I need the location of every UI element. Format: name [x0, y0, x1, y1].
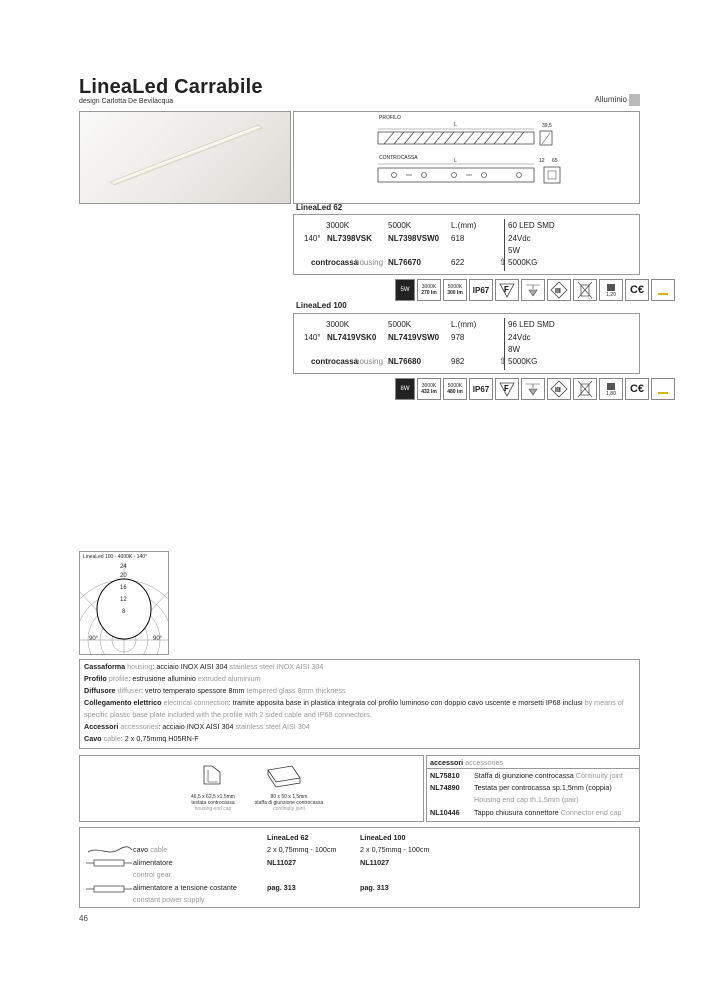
profilo-length-label: L	[454, 122, 457, 128]
control-gear-label: alimentatore	[133, 858, 173, 867]
svg-text:III: III	[555, 288, 561, 295]
controcassa-dimension-b: 65	[552, 158, 558, 164]
material-label: Alluminio	[594, 95, 627, 104]
spec-label: Collegamento elettrico	[84, 698, 162, 707]
cable-value-62: 2 x 0,75mmq - 100cm	[267, 845, 337, 854]
accessory-item	[474, 771, 623, 780]
control-gear-icon	[86, 858, 132, 868]
cable-label-en: cable	[150, 845, 168, 854]
svg-text:F: F	[504, 285, 509, 294]
class-three-icon	[547, 378, 571, 400]
watt-icon: 8W	[395, 378, 415, 400]
load-arrow-icon: ⇧	[499, 257, 507, 267]
joint-caption	[248, 794, 330, 812]
accessories-title-it: accessori	[430, 758, 464, 767]
spec-line-connection: Collegamento elettrico electrical connection: tramite apposita base in plastica integrata col profilo luminoso con doppio cavo uscente e morsetti IP68 inclusi by means of	[84, 698, 624, 707]
spec-label: Diffusore	[84, 686, 116, 695]
code-3000k: NL7419VSK0	[327, 333, 377, 342]
ip-rating-icon: IP67	[469, 378, 493, 400]
housing-label-en: housing	[355, 258, 384, 267]
code-3000k: NL7398VSK	[327, 234, 372, 243]
power-supply-ref-100: pag. 313	[360, 883, 389, 892]
spec-led-count: 96 LED SMD	[508, 320, 555, 329]
length-value: 618	[451, 234, 465, 243]
lumen-5000k-bottom: 300 lm	[447, 290, 463, 296]
lumen-3000k-top: 3000K	[421, 383, 437, 389]
col-header-length: L.(mm)	[451, 221, 477, 230]
photometric-diagram	[79, 551, 169, 655]
spec-power: 5W	[508, 246, 520, 255]
housing-code: NL76680	[388, 357, 421, 366]
spec-table-62	[293, 214, 640, 275]
angle-label-left: 90°	[89, 636, 99, 642]
accessory-name-en: Connector end cap	[560, 808, 622, 817]
housing-label-en: housing	[355, 357, 384, 366]
spec-line-diffuser: Diffusore diffuser: vetro temperato spessore 8mm tempered glass 8mm thickness	[84, 686, 346, 695]
control-gear-code-100: NL11027	[360, 858, 390, 867]
profile-drawing	[294, 112, 639, 203]
svg-text:III: III	[555, 387, 561, 394]
cable-label	[133, 845, 167, 854]
spec-value: 2 x 0,75mmq H05RN-F	[124, 734, 199, 743]
technical-drawing	[293, 111, 640, 204]
end-cap-drawing	[198, 762, 228, 790]
joint-dims: 80 x 50 x 1,5mm	[270, 794, 308, 800]
ce-mark-icon: C€	[625, 378, 649, 400]
joint-name-en: continuity joint	[273, 806, 305, 812]
power-supply-label-en: constant power supply	[133, 895, 205, 904]
spec-value: vetro temperato spessore 8mm	[145, 686, 245, 695]
spec-value-en: stainless steel AISI 304	[235, 722, 310, 731]
lumen-3000k-bottom: 270 lm	[421, 290, 437, 296]
icon-row-62	[395, 279, 677, 301]
product-photo	[79, 111, 291, 204]
power-supply-label: alimentatore a tensione costante	[133, 883, 237, 892]
accessories-title	[430, 758, 503, 767]
spec-led-count: 60 LED SMD	[508, 221, 555, 230]
accessory-name-en: Housing end cap th.1,5mm (pair)	[474, 795, 579, 804]
icon-row-100	[395, 378, 677, 400]
spec-label: Cassaforma	[84, 662, 126, 671]
designer-credit: design Carlotta De Bevilacqua	[79, 98, 174, 105]
spec-label-en: housing	[127, 662, 153, 671]
spec-line-housing: Cassaforma housing: acciaio INOX AISI 304 stainless steel INOX AISI 304	[84, 662, 324, 671]
angle-label-right: 90°	[153, 636, 163, 642]
ring-label: 12	[120, 597, 127, 603]
ring-label: 8	[122, 609, 126, 615]
spec-voltage: 24Vdc	[508, 234, 531, 243]
end-cap-name-en: housing end cap	[194, 806, 232, 812]
spec-table-100	[293, 313, 640, 374]
spec-value-en: specific plastic base plate included with the profile with 2 sided cable and IP68 connectors.	[84, 710, 372, 719]
spec-line-connection-cont	[84, 710, 372, 719]
ip-rating-icon: IP67	[469, 279, 493, 301]
load-arrow-icon: ⇧	[499, 356, 507, 366]
material-swatch	[629, 94, 640, 106]
control-gear-code-62: NL11027	[267, 858, 297, 867]
spec-value-en: tempered glass 8mm thickness	[246, 686, 346, 695]
f-mark-icon	[495, 279, 519, 301]
ring-label: 16	[120, 585, 127, 591]
lumen-5000k-top: 5000K	[447, 383, 463, 389]
spec-label: Profilo	[84, 674, 107, 683]
end-cap-caption	[172, 794, 254, 812]
section-title-62: LineaLed 62	[296, 203, 343, 212]
spec-value: acciaio INOX AISI 304	[162, 722, 234, 731]
housing-length: 622	[451, 258, 465, 267]
profilo-dimension: 39,5	[542, 123, 552, 129]
spec-value: acciaio INOX AISI 304	[156, 662, 228, 671]
lumen-3000k-bottom: 432 lm	[421, 389, 437, 395]
end-cap-dims: 46,5 x 62,5 x1,5mm	[191, 794, 235, 800]
led-source-icon	[651, 279, 675, 301]
cable-icon	[86, 844, 134, 856]
lumen-3000k-icon	[417, 279, 441, 301]
lumen-5000k-icon	[443, 378, 467, 400]
spec-value-en: extruded aluminium	[197, 674, 261, 683]
class-three-icon	[547, 279, 571, 301]
code-5000k: NL7419VSW0	[388, 333, 440, 342]
ring-label: 20	[120, 573, 127, 579]
weight-icon	[599, 279, 623, 301]
page-number: 46	[79, 914, 88, 923]
joint-name: staffa di giunzione controcassa	[254, 800, 324, 806]
spec-line-cable: Cavo cable: 2 x 0,75mmq H05RN-F	[84, 734, 199, 743]
col-header-3000k: 3000K	[326, 221, 350, 230]
cable-gear-table	[79, 827, 640, 908]
spec-label-en: diffuser	[117, 686, 142, 695]
spec-value: tramite apposita base in plastica integrata col profilo luminoso con doppio cavo uscente e morsetti IP68 inclusi	[232, 698, 583, 707]
col-header-100: LineaLed 100	[360, 833, 406, 842]
beam-angle: 140°	[304, 234, 321, 243]
f-mark-icon	[495, 378, 519, 400]
col-header-3000k: 3000K	[326, 320, 350, 329]
spec-load: 5000KG	[508, 258, 538, 267]
accessory-name: Tappo chiusura connettore	[474, 808, 559, 817]
length-value: 978	[451, 333, 465, 342]
beam-angle: 140°	[304, 333, 321, 342]
cable-value-100: 2 x 0,75mmq - 100cm	[360, 845, 430, 854]
watt-icon: 5W	[395, 279, 415, 301]
code-5000k: NL7398VSW0	[388, 234, 440, 243]
spec-label: Cavo	[84, 734, 102, 743]
lumen-5000k-icon	[443, 279, 467, 301]
spec-label-en: profile	[108, 674, 129, 683]
power-supply-icon	[86, 884, 132, 894]
col-header-62: LineaLed 62	[267, 833, 309, 842]
specifications-box	[79, 659, 640, 749]
weight-value: 1,20	[606, 292, 616, 298]
spec-value-en: by means of	[584, 698, 624, 707]
spec-value: estrusione alluminio	[132, 674, 196, 683]
controcassa-length-label: L	[454, 158, 457, 164]
weee-bin-icon	[573, 279, 597, 301]
weee-bin-icon	[573, 378, 597, 400]
lumen-3000k-top: 3000K	[421, 284, 437, 290]
col-header-5000k: 5000K	[388, 221, 412, 230]
light-direction-icon	[521, 279, 545, 301]
accessories-list	[426, 755, 640, 822]
photometric-caption: LineaLed 100 - 4000K - 140°	[83, 554, 147, 560]
power-supply-ref-62: pag. 313	[267, 883, 296, 892]
accessory-item	[474, 808, 621, 817]
accessory-code: NL10446	[430, 808, 460, 817]
ce-mark-icon: C€	[625, 279, 649, 301]
cable-label-it: cavo	[133, 845, 149, 854]
svg-text:F: F	[504, 384, 509, 393]
control-gear-label-en: control gear	[133, 870, 171, 879]
spec-label-en: electrical connection	[163, 698, 229, 707]
accessory-name: Staffa di giunzione controcassa	[474, 771, 574, 780]
accessory-code: NL75810	[430, 771, 460, 780]
light-direction-icon	[521, 378, 545, 400]
col-header-length: L.(mm)	[451, 320, 477, 329]
spec-value-en: stainless steel INOX AISI 304	[229, 662, 324, 671]
ring-label: 24	[120, 564, 127, 570]
spec-load: 5000KG	[508, 357, 538, 366]
accessory-code: NL74890	[430, 783, 460, 792]
spec-label: Accessori	[84, 722, 119, 731]
lumen-5000k-top: 5000K	[447, 284, 463, 290]
spec-voltage: 24Vdc	[508, 333, 531, 342]
profilo-label: PROFILO	[379, 115, 401, 121]
spec-line-profile: Profilo profile: estrusione alluminio extruded aluminium	[84, 674, 261, 683]
accessories-title-en: accessories	[465, 758, 504, 767]
controcassa-label: CONTROCASSA	[379, 155, 418, 161]
spec-line-accessories: Accessori accessories: acciaio INOX AISI 304 stainless steel AISI 304	[84, 722, 310, 731]
accessory-drawings	[79, 755, 424, 822]
controcassa-dimension-a: 12	[539, 158, 545, 164]
weight-value: 1,80	[606, 391, 616, 397]
divider	[427, 768, 639, 769]
section-title-100: LineaLed 100	[296, 301, 347, 310]
end-cap-name: testata controcassa	[191, 800, 235, 806]
spec-power: 8W	[508, 345, 520, 354]
weight-icon	[599, 378, 623, 400]
lumen-5000k-bottom: 480 lm	[447, 389, 463, 395]
spec-label-en: accessories	[120, 722, 159, 731]
col-header-5000k: 5000K	[388, 320, 412, 329]
page-title: LineaLed Carrabile	[79, 76, 263, 98]
product-photo-drawing	[80, 112, 291, 204]
accessory-name: Testata per controcassa sp.1,5mm (coppia)	[474, 783, 612, 792]
led-source-icon	[651, 378, 675, 400]
spec-label-en: cable	[103, 734, 121, 743]
housing-code: NL76670	[388, 258, 421, 267]
housing-label: controcassa	[311, 258, 359, 267]
lumen-3000k-icon	[417, 378, 441, 400]
accessory-name-en: Continuity joint	[575, 771, 623, 780]
housing-label: controcassa	[311, 357, 359, 366]
housing-length: 982	[451, 357, 465, 366]
continuity-joint-drawing	[266, 762, 302, 790]
